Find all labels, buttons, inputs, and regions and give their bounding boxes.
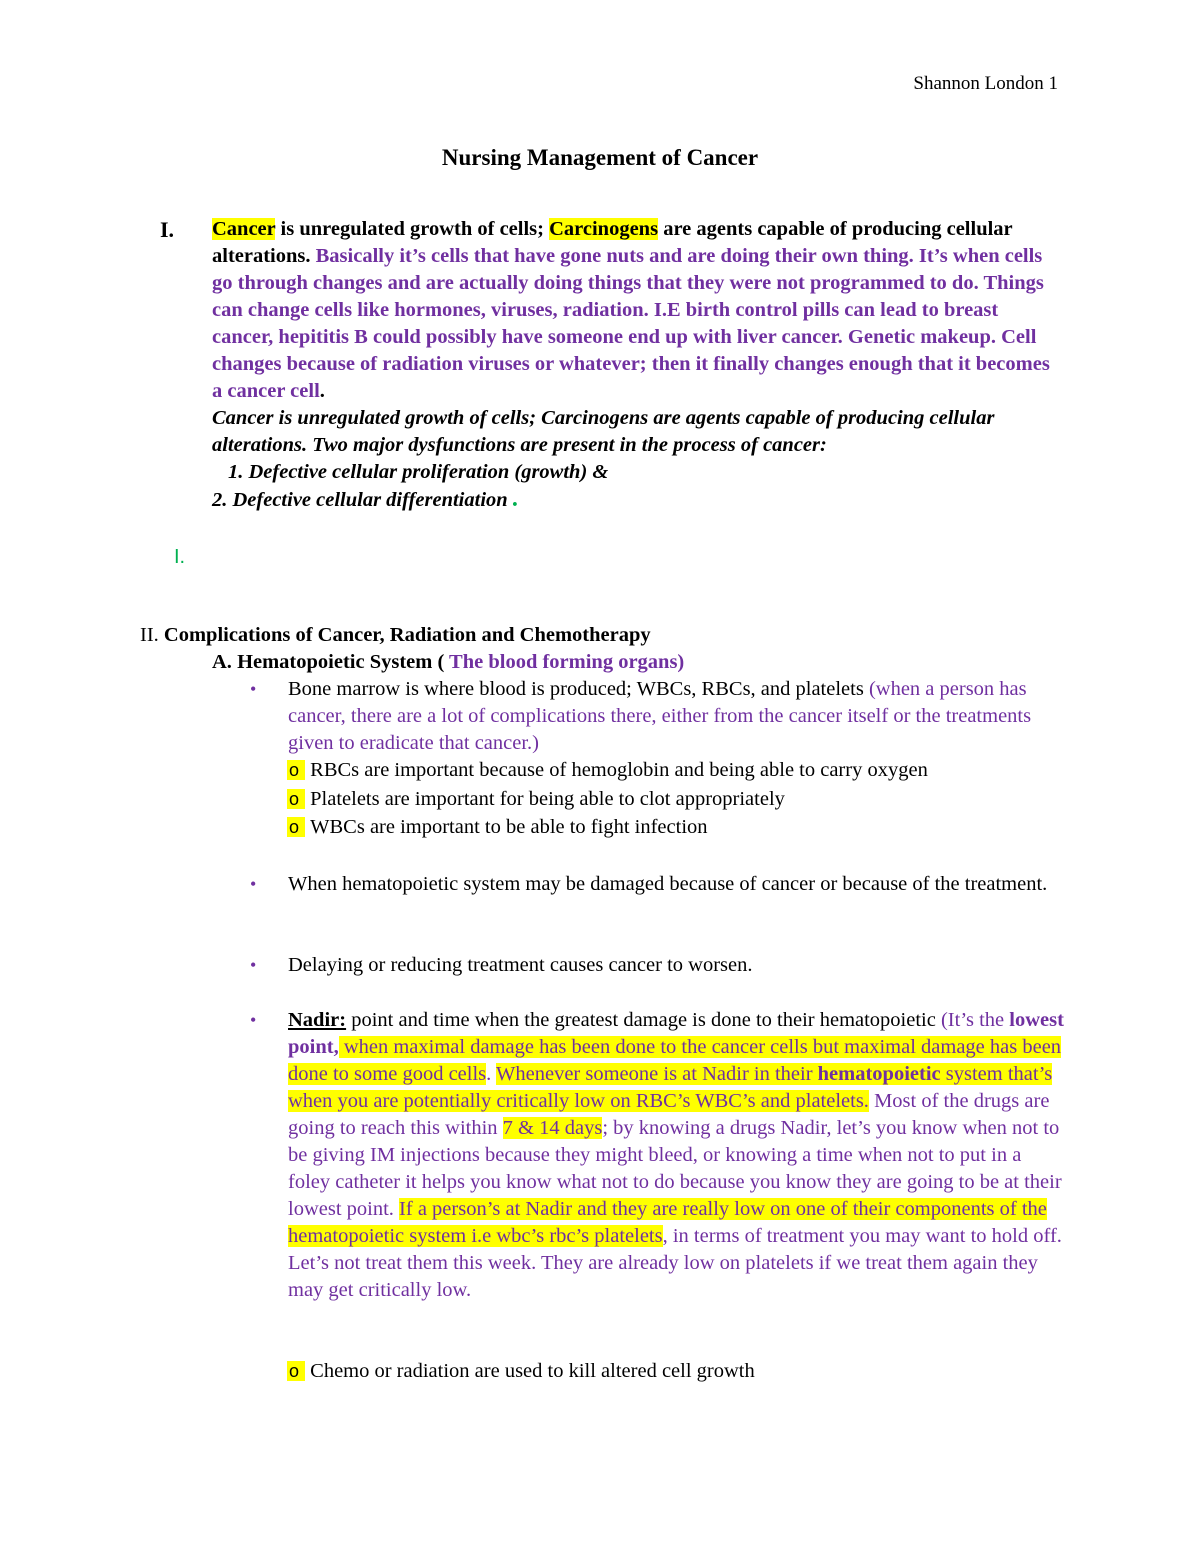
subsection-a-text: Hematopoietic System (: [237, 651, 445, 673]
bullet-3: Delaying or reducing treatment causes cancer to worsen.: [288, 954, 753, 976]
nadir-highlight-4: If a person’s at Nadir and they are really low on one of their components of the hematopoietic system i.e wbc’s rbc’s platelets: [288, 1198, 1047, 1247]
dysfunction-item-2-text: 2. Defective cellular differentiation: [212, 489, 508, 511]
circle-bullet-icon: o: [287, 760, 305, 780]
section-2-title: Complications of Cancer, Radiation and Chemotherapy: [163, 624, 651, 646]
page-header: Shannon London 1: [913, 73, 1058, 94]
bullet-1-text: Bone marrow is where blood is produced; WBCs, RBCs, and platelets: [288, 678, 864, 700]
empty-list-numeral: I.: [174, 546, 186, 568]
dysfunction-item-2: [212, 486, 1062, 514]
sub-bullet-4-text: Chemo or radiation are used to kill altered cell growth: [310, 1360, 755, 1382]
nadir-note-1: (It’s the: [935, 1009, 1010, 1031]
bullet-icon: •: [250, 955, 257, 975]
section-1-body: [212, 216, 1062, 514]
definition-text-2: are agents capable of producing cellular alterations.: [212, 218, 1013, 267]
nadir-days: 7 & 14 days: [502, 1117, 603, 1139]
term-cancer: Cancer: [212, 218, 276, 240]
term-carcinogens: Carcinogens: [549, 218, 659, 240]
subsection-a-heading: [212, 649, 684, 676]
nadir-term: Nadir:: [288, 1009, 347, 1031]
bullet-1: [288, 676, 1068, 757]
nadir-note-3: Most of the drugs are going to reach this within: [288, 1090, 1050, 1139]
nadir-definition: point and time when the greatest damage is done to their hematopoietic: [346, 1009, 936, 1031]
document-title: Nursing Management of Cancer: [441, 145, 759, 170]
sub-bullet-3: [287, 814, 708, 841]
section-1-definition: [212, 216, 1062, 405]
sub-bullet-2-text: Platelets are important for being able to clot appropriately: [310, 788, 785, 810]
bullet-2: When hematopoietic system may be damaged because of cancer or because of the treatment.: [288, 873, 1048, 895]
nadir-highlight-1: when maximal damage has been done to the cancer cells but maximal damage has been done to some good cells: [288, 1036, 1062, 1085]
nadir-highlight-2a: Whenever someone is at Nadir in their: [496, 1063, 818, 1085]
dysfunction-item-1: 1. Defective cellular proliferation (growth) &: [228, 461, 609, 483]
definition-text-1: is unregulated growth of cells;: [275, 218, 550, 240]
nadir-note-5: , in terms of treatment you may want to hold off. Let’s not treat them this week. They are already low on platelets if we treat them again they may get critically low.: [288, 1225, 1062, 1301]
nadir-note-4: ; by knowing a drugs Nadir, let’s you know when not to be giving IM injections because they might bleed, or knowing a time when not to put in a foley catheter it helps you know what not to do because you know they are going to be at their lowest point.: [288, 1117, 1062, 1220]
bullet-icon: •: [250, 679, 257, 699]
sub-bullet-3-text: WBCs are important to be able to fight infection: [310, 816, 708, 838]
bullet-icon: •: [250, 1010, 257, 1030]
section-2-heading: [140, 622, 651, 649]
bullet-1-note: (when a person has cancer, there are a lot of complications there, either from the cancer itself or the treatments given to eradicate that cancer.): [288, 678, 1032, 754]
nadir-highlight-2b: system that’s when you are potentially critically low on RBC’s WBC’s and platelets.: [288, 1063, 1053, 1112]
hematopoietic-bold: hematopoietic: [817, 1063, 941, 1085]
section-1-notes-end: .: [319, 380, 325, 402]
section-2-numeral: II.: [140, 624, 159, 646]
circle-bullet-icon: o: [287, 817, 305, 837]
section-1-italic-definition: Cancer is unregulated growth of cells; Carcinogens are agents capable of producing cellular alterations. Two major dysfunctions are present in the process of cancer:: [212, 407, 995, 456]
sub-bullet-2: [287, 786, 785, 813]
circle-bullet-icon: o: [287, 789, 305, 809]
section-1-notes: Basically it’s cells that have gone nuts and are doing their own thing. It’s when cells go through changes and are actually doing things that they were not programmed to do. Things can change cells like hormones, viruses, radiation. I.E birth control pills can lead to breast cancer, hepititis B could possibly have someone end up with liver cancer. Genetic makeup. Cell changes because of radiation viruses or whatever; then it finally changes enough that it becomes a cancer cell: [212, 245, 1050, 402]
subsection-a-note: The blood forming organs): [444, 651, 685, 673]
lowest-point: lowest point,: [288, 1009, 1064, 1058]
subsection-a-label: A.: [212, 651, 232, 673]
sub-bullet-4: [287, 1358, 755, 1385]
green-period: .: [512, 486, 519, 512]
sub-bullet-1: [287, 757, 928, 784]
bullet-icon: •: [250, 874, 257, 894]
section-1-numeral: I.: [160, 217, 175, 242]
circle-bullet-icon: o: [287, 1361, 305, 1381]
sub-bullet-1-text: RBCs are important because of hemoglobin and being able to carry oxygen: [310, 759, 928, 781]
nadir-note-2: .: [486, 1063, 497, 1085]
bullet-4-nadir: [288, 1007, 1068, 1304]
